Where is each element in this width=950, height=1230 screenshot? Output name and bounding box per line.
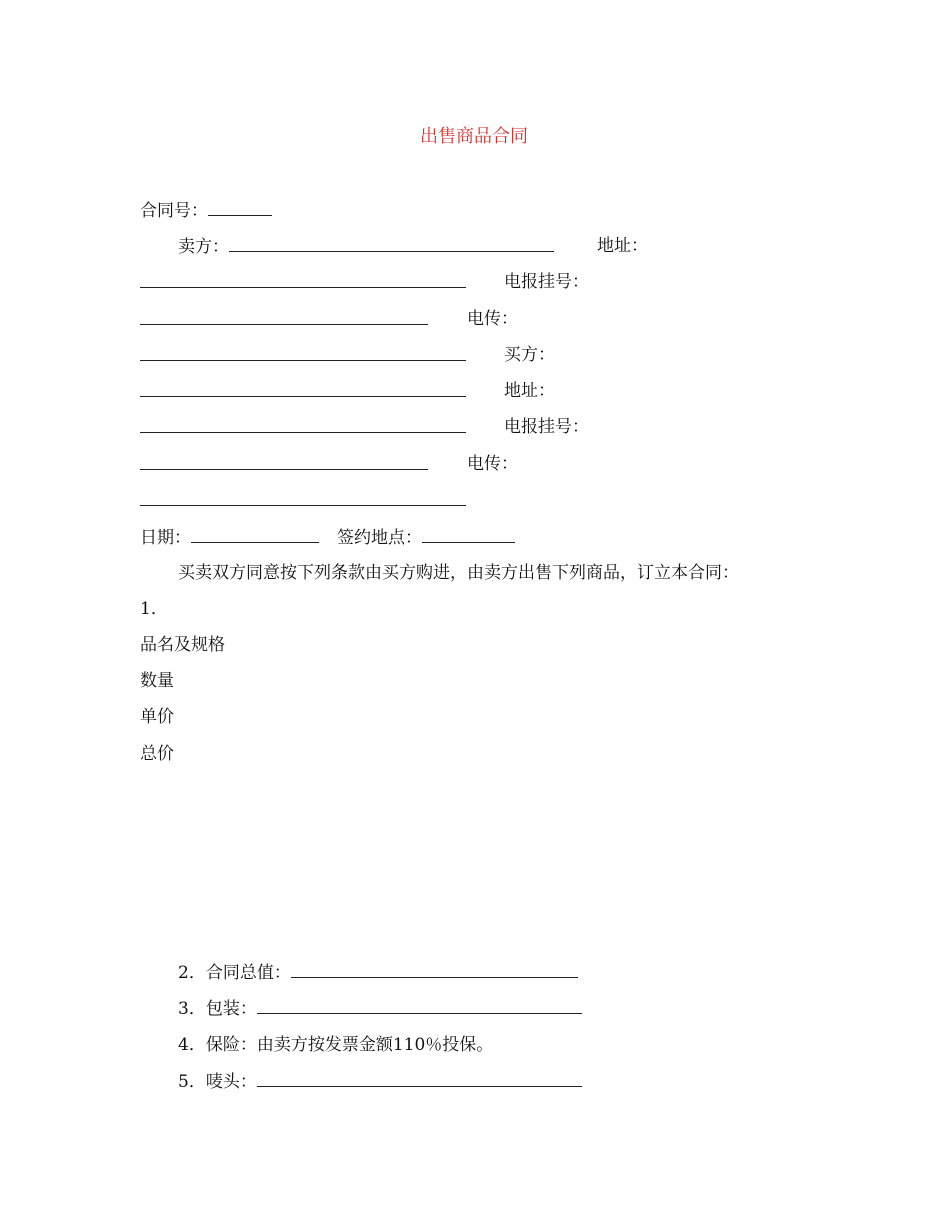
date-line — [140, 526, 319, 548]
contract-number-blank[interactable] — [208, 199, 272, 216]
item-5-label: 5．唛头： — [178, 1072, 257, 1092]
buyer-address-line — [140, 416, 466, 438]
item-1-number: 1． — [140, 599, 168, 619]
contract-number-label: 合同号： — [140, 201, 208, 221]
seller-blank[interactable] — [229, 235, 554, 252]
signing-place-line — [337, 526, 515, 548]
signing-place-label: 签约地点： — [337, 528, 422, 548]
item-5-line — [178, 1070, 582, 1092]
item-2-blank[interactable] — [291, 961, 578, 978]
item-2-line — [178, 961, 578, 983]
date-blank[interactable] — [191, 526, 319, 543]
signing-place-blank[interactable] — [422, 526, 515, 543]
item-1-field-name-spec: 品名及规格 — [140, 635, 225, 655]
buyer-telex-line — [140, 489, 466, 511]
buyer-cable-line — [140, 453, 428, 475]
date-label: 日期： — [140, 528, 191, 548]
seller-address-blank[interactable] — [140, 271, 466, 288]
buyer-cable-label: 电报挂号： — [504, 417, 589, 437]
seller-cable-blank[interactable] — [140, 308, 428, 325]
item-3-label: 3．包装： — [178, 999, 257, 1019]
buyer-label: 买方： — [504, 345, 555, 365]
buyer-telex-label: 电传： — [467, 454, 518, 474]
intro-paragraph: 买卖双方同意按下列条款由买方购进，由卖方出售下列商品，订立本合同： — [178, 563, 739, 583]
item-1-field-unit-price: 单价 — [140, 707, 174, 727]
contract-number-line — [140, 199, 272, 221]
document-title: 出售商品合同 — [420, 126, 528, 147]
buyer-cable-blank[interactable] — [140, 453, 428, 470]
seller-telex-label: 电传： — [467, 309, 518, 329]
seller-telex-blank[interactable] — [140, 344, 466, 361]
buyer-address-label: 地址： — [504, 381, 555, 401]
buyer-telex-blank[interactable] — [140, 489, 466, 506]
seller-label: 卖方： — [178, 237, 229, 257]
seller-telex-line — [140, 344, 466, 366]
item-3-line — [178, 997, 582, 1019]
seller-cable-label: 电报挂号： — [504, 272, 589, 292]
item-1-field-total-price: 总价 — [140, 744, 174, 764]
item-1-field-quantity: 数量 — [140, 671, 174, 691]
item-5-blank[interactable] — [257, 1070, 582, 1087]
item-4-line: 4．保险：由卖方按发票金额110％投保。 — [178, 1035, 494, 1055]
buyer-blank[interactable] — [140, 380, 466, 397]
seller-address-line — [140, 271, 466, 293]
seller-line — [178, 235, 554, 257]
item-2-label: 2．合同总值： — [178, 963, 291, 983]
seller-cable-line — [140, 308, 428, 330]
seller-address-label: 地址： — [597, 236, 648, 256]
buyer-line — [140, 380, 466, 402]
buyer-address-blank[interactable] — [140, 416, 466, 433]
item-3-blank[interactable] — [257, 997, 582, 1014]
